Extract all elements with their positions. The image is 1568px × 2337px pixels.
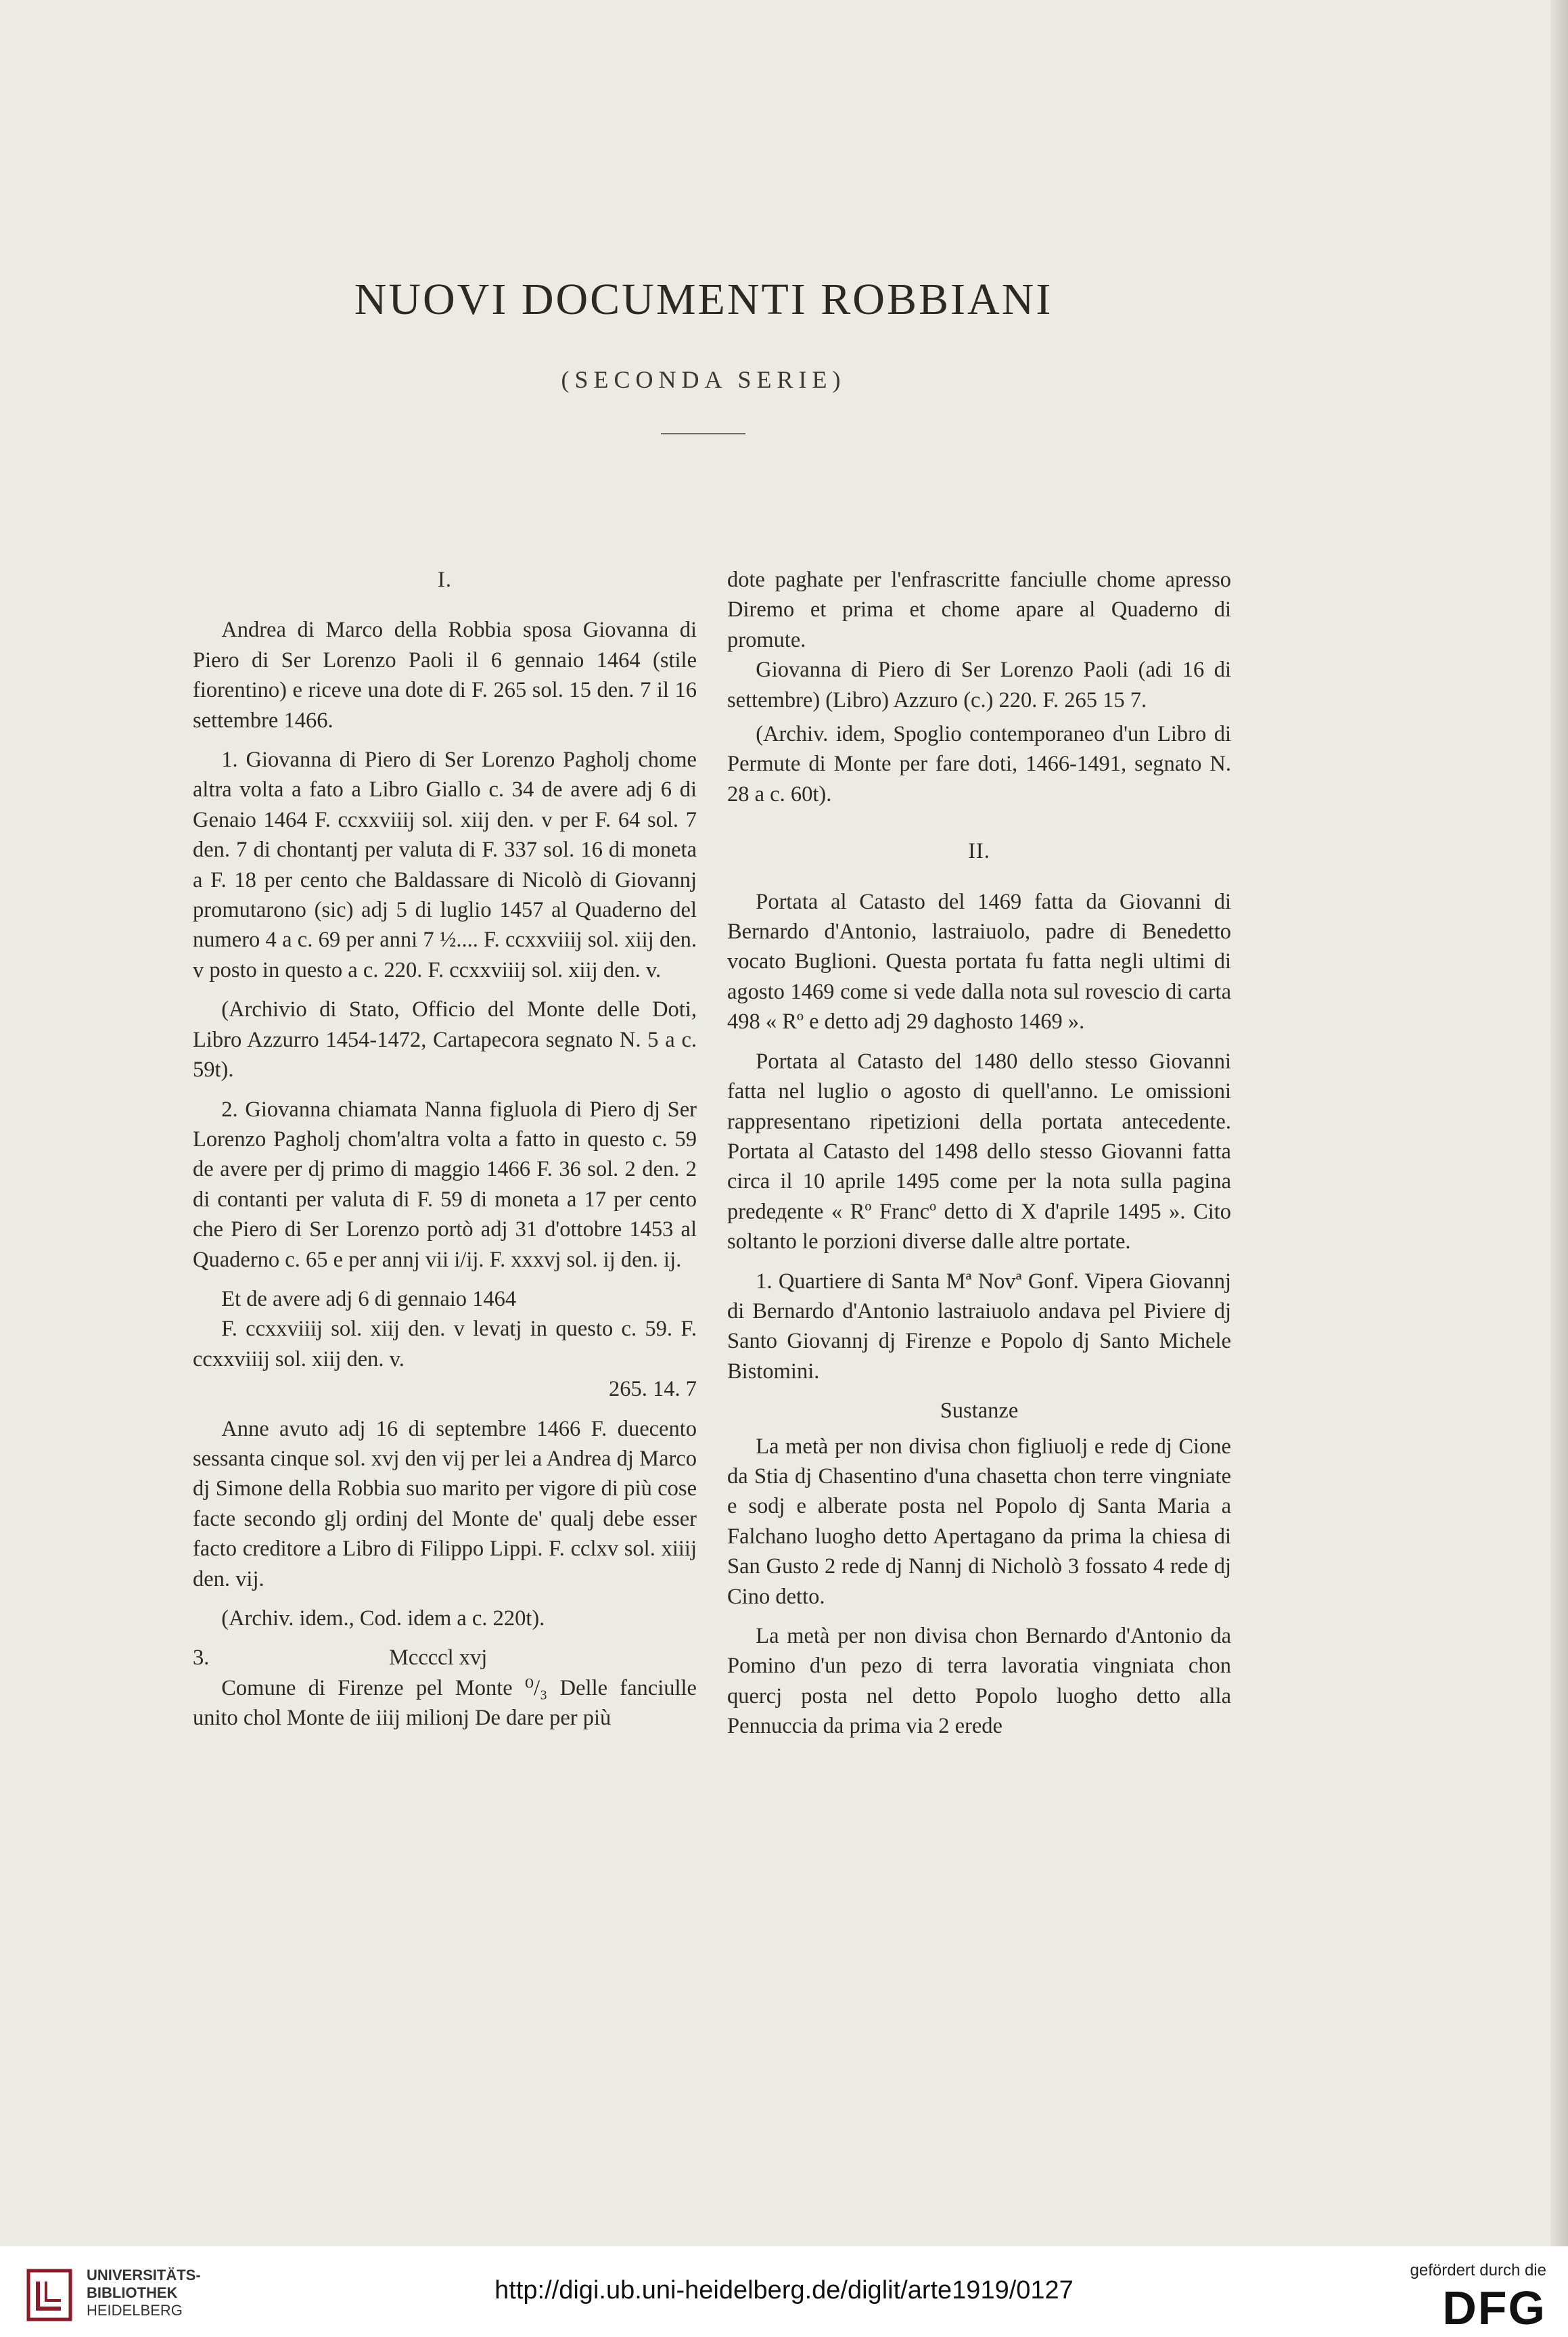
right-column	[727, 565, 1231, 1751]
continued-text-2: Giovanna di Piero di Ser Lorenzo Paoli (adi 16 di settembre) (Libro) Azzuro (c.) 220. F. 265 15 7.	[727, 658, 1231, 712]
amount-total: 265. 14. 7	[609, 1377, 697, 1402]
paragraph-meta-1: La metà per non divisa chon figliuolj e rede dj Cione da Stia dj Chasentino d'una chasetta chon terre vingniate e sodj e alberate posta nel Popolo dj Santa Maria a Falchano luogho detto Apertagano da prima la chiesa di San Gusto 2 rede dj Nannj di Nicholò 3 fossato 4 rede dj Cino detto.	[727, 1434, 1231, 1609]
section-heading-2: II.	[968, 839, 990, 864]
uni-name-line-3: HEIDELBERG	[87, 2302, 183, 2319]
uni-name-line-1: UNIVERSITÄTS-	[87, 2267, 201, 2284]
entry-3-year: Mccccl xvj	[389, 1646, 488, 1671]
uni-name-line-2: BIBLIOTHEK	[87, 2284, 178, 2301]
left-column	[193, 565, 697, 1743]
paragraph-meta-2: La metà per non divisa chon Bernardo d'Antonio da Pomino d'un pezo di terra lavoratia vingniata chon quercj posta nel detto Popolo luogho detto alla Pennuccia da prima via 2 erede	[727, 1624, 1231, 1739]
source-citation-3: (Archiv. idem, Spoglio contemporaneo d'un Libro di Permute di Monte per fare doti, 1466-1491, segnato N. 28 a c. 60t).	[727, 722, 1231, 807]
funding-note: gefördert durch die	[1410, 2261, 1546, 2279]
subheading-sustanze: Sustanze	[940, 1399, 1019, 1424]
dfg-logo: DFG	[1442, 2282, 1546, 2334]
viewer-footer	[0, 2246, 1568, 2337]
page-title: NUOVI DOCUMENTI ROBBIANI	[354, 275, 1053, 324]
document-entry-2b: Et de avere adj 6 di gennaio 1464	[221, 1286, 517, 1311]
document-entry-3: Comune di Firenze pel Monte ⁰/₃ Delle fanciulle unito chol Monte de iiij milionj De dare per più	[193, 1675, 697, 1731]
permalink-url[interactable]: http://digi.ub.uni-heidelberg.de/diglit/arte1919/0127	[494, 2276, 1074, 2305]
document-entry-2d: Anne avuto adj 16 di septembre 1466 F. duecento sessanta cinque sol. xvj den vij per lei a Andrea dj Marco dj Simone della Robbia suo marito per vigore di più cose facte secondo glj ordinj del Monte de' qualj debe esser facto creditore a Libro di Filippo Lippi. F. cclxv sol. xiiij den. vij.	[193, 1416, 697, 1591]
source-citation-1: (Archivio di Stato, Officio del Monte delle Doti, Libro Azzurro 1454-1472, Cartapecora segnato N. 5 a c. 59t).	[193, 997, 697, 1083]
paragraph-catasto-1480: Portata al Catasto del 1480 dello stesso Giovanni fatta nel luglio o agosto di quell'anno. Le omissioni rappresentano ripetizioni della portata antecedente. Portata al Catasto del 1498 dello stesso Giovanni fatta circa il 10 aprile 1495 come per la nota sulla pagina predедente « Rº Francº detto di X d'aprile 1495 ». Cito soltanto le porzioni diverse dalle altre portate.	[727, 1049, 1231, 1254]
page-subtitle: (SECONDA SERIE)	[561, 366, 846, 393]
title-divider	[661, 433, 745, 434]
document-entry-2: 2. Giovanna chiamata Nanna figluola di Piero dj Ser Lorenzo Pagholj chom'altra volta a fatto in questo c. 59 de avere per dj primo di maggio 1466 F. 36 sol. 2 den. 2 di contanti per valuta di F. 59 di moneta a 17 per cento che Piero di Ser Lorenzo portò adj 31 d'ottobre 1453 al Quaderno c. 65 e per annj vii i/ij. F. xxxvj sol. ij den. ij.	[193, 1097, 697, 1272]
source-citation-2: (Archiv. idem., Cod. idem a c. 220t).	[221, 1606, 545, 1631]
document-entry-1: 1. Giovanna di Piero di Ser Lorenzo Pagholj chome altra volta a fato a Libro Giallo c. 34 de avere adj 6 di Genaio 1464 F. ccxxviiij sol. xiij den. v per F. 64 sol. 7 den. 7 di chontantj per valuta di F. 337 sol. 16 di moneta a F. 18 per cento che Baldassare di Nicolò di Giovannj promutarono (sic) adj 5 di luglio 1457 al Quaderno del numero 4 a c. 69 per anni 7 ½.... F. ccxxviiij sol. xiij den. v posto in questo a c. 220. F. ccxxviiij sol. xiij den. v.	[193, 748, 697, 982]
document-entry-2c: F. ccxxviiij sol. xiij den. v levatj in questo c. 59. F. ccxxviiij sol. xiij den. v.	[193, 1317, 697, 1371]
section-heading-1: I.	[438, 568, 452, 592]
continued-text: dote paghate per l'enfrascritte fanciulle chome apresso Diremo et prima et chome apare al Quaderno di promute.	[727, 568, 1231, 652]
intro-paragraph: Andrea di Marco della Robbia sposa Giovanna di Piero di Ser Lorenzo Paoli il 6 gennaio 1464 (stile fiorentino) e riceve una dote di F. 265 sol. 15 den. 7 il 16 settembre 1466.	[193, 618, 697, 733]
paragraph-catasto-1469: Portata al Catasto del 1469 fatta da Giovanni di Bernardo d'Antonio, lastraiuolo, padre di Benedetto vocato Buglioni. Questa portata fu fatta negli ultimi di agosto 1469 come si vede dalla nota sul rovescio di carta 498 « Rº e detto adj 29 daghosto 1469 ».	[727, 889, 1231, 1035]
entry-3-heading	[193, 1643, 697, 1673]
page-edge-shadow	[1550, 0, 1568, 2246]
paragraph-quartiere: 1. Quartiere di Santa Mª Novª Gonf. Vipera Giovannj di Bernardo d'Antonio lastraiuolo andava pel Piviere dj Santo Giovannj dj Firenze e Popolo dj Santo Michele Bistomini.	[727, 1269, 1231, 1384]
entry-3-number: 3.	[193, 1646, 210, 1671]
